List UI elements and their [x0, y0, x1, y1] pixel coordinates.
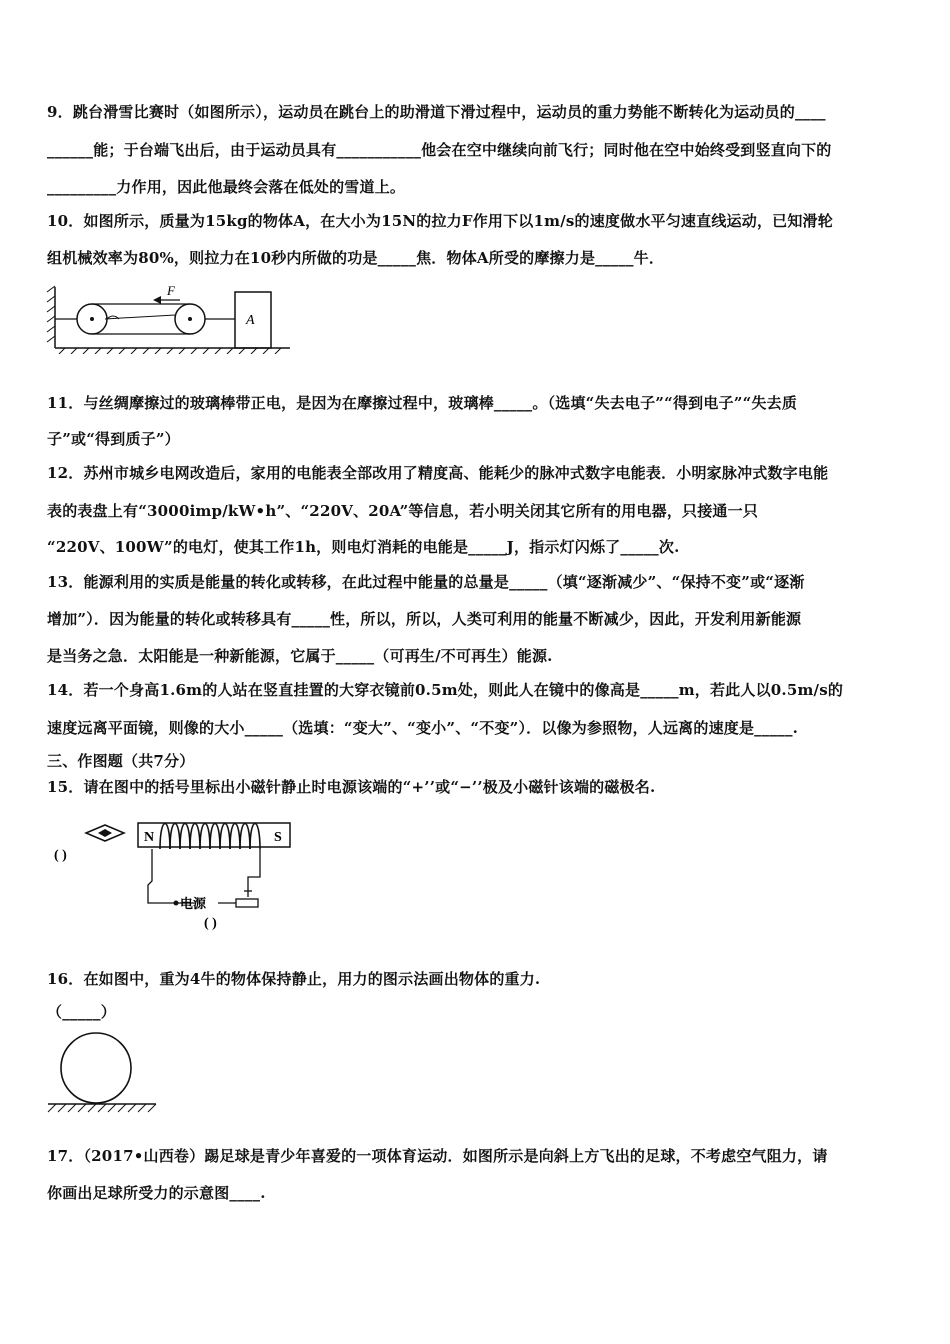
- q13-line-3: 是当务之急．太阳能是一种新能源，它属于_____（可再生/不可再生）能源.: [47, 647, 553, 665]
- q11-line-1: 11．与丝绸摩擦过的玻璃棒带正电，是因为在摩擦过程中，玻璃棒_____。（选填“失去电子”“得到电子”“失去质: [47, 394, 798, 412]
- power-source-label: 电源: [180, 896, 207, 911]
- q10-line-2: 组机械效率为80%，则拉力在10秒内所做的功是_____焦．物体A所受的摩擦力是_____牛．: [47, 249, 665, 267]
- pole-s-label: S: [274, 830, 282, 845]
- q16-answer-blank: （_____）: [47, 1003, 116, 1021]
- q9-line-3: _________力作用，因此他最终会落在低处的雪道上。: [47, 178, 406, 196]
- q11-line-2: 子”或“得到质子”）: [47, 430, 180, 448]
- q12-line-1: 12．苏州市城乡电网改造后，家用的电能表全部改用了精度高、能耗少的脉冲式数字电能表．小明家脉冲式数字电能: [47, 464, 829, 482]
- ball-figure: [44, 1030, 164, 1118]
- needle-paren: ( ): [54, 848, 67, 863]
- q14-line-1: 14．若一个身高1.6m的人站在竖直挂置的大穿衣镜前0.5m处，则此人在镜中的像高是_____m，若此人以0.5m/s的: [47, 681, 844, 699]
- q12-line-2: 表的表盘上有“3000imp/kW•h”、“220V、20A”等信息，若小明关闭其它所有的用电器，只接通一只: [47, 502, 759, 520]
- q12-line-3: “220V、100W”的电灯，使其工作1h，则电灯消耗的电能是_____J，指示灯闪烁了_____次.: [47, 538, 680, 556]
- section-heading: 三、作图题（共7分）: [47, 752, 195, 770]
- q16-line-1: 16．在如图中，重为4牛的物体保持静止，用力的图示法画出物体的重力.: [47, 970, 541, 988]
- q14-line-2: 速度远离平面镜，则像的大小_____（选填：“变大”、“变小”、“不变”）．以像为参照物，人远离的速度是_____.: [47, 719, 799, 737]
- q15-line-1: 15．请在图中的括号里标出小磁针静止时电源该端的“+’’或“−’’极及小磁针该端的磁极名.: [47, 778, 656, 796]
- q13-line-1: 13．能源利用的实质是能量的转化或转移，在此过程中能量的总量是_____（填“逐渐减少”、“保持不变”或“逐渐: [47, 573, 805, 591]
- q17-line-1: 17．（2017•山西卷）踢足球是青少年喜爱的一项体育运动．如图所示是向斜上方飞出的足球，不考虑空气阻力，请: [47, 1147, 828, 1165]
- pole-n-label: N: [144, 830, 155, 845]
- q10-line-1: 10．如图所示，质量为15kg的物体A，在大小为15N的拉力F作用下以1m/s的速度做水平匀速直线运动，已知滑轮: [47, 212, 833, 230]
- q13-line-2: 增加”）．因为能量的转化或转移具有_____性，所以，所以，人类可利用的能量不断减少，因此，开发利用新能源: [47, 610, 802, 628]
- block-label: A: [246, 313, 255, 328]
- force-label: F: [167, 283, 175, 298]
- source-paren: ( ): [204, 916, 217, 931]
- q9-line-1: 9．跳台滑雪比赛时（如图所示），运动员在跳台上的助滑道下滑过程中，运动员的重力势能不断转化为运动员的____: [47, 103, 826, 121]
- pulley-figure: [45, 282, 295, 354]
- q17-line-2: 你画出足球所受力的示意图____.: [47, 1184, 266, 1202]
- q9-line-2: ______能；于台端飞出后，由于运动员具有___________他会在空中继续向前飞行；同时他在空中始终受到竖直向下的: [47, 141, 832, 159]
- solenoid-figure: [48, 815, 298, 933]
